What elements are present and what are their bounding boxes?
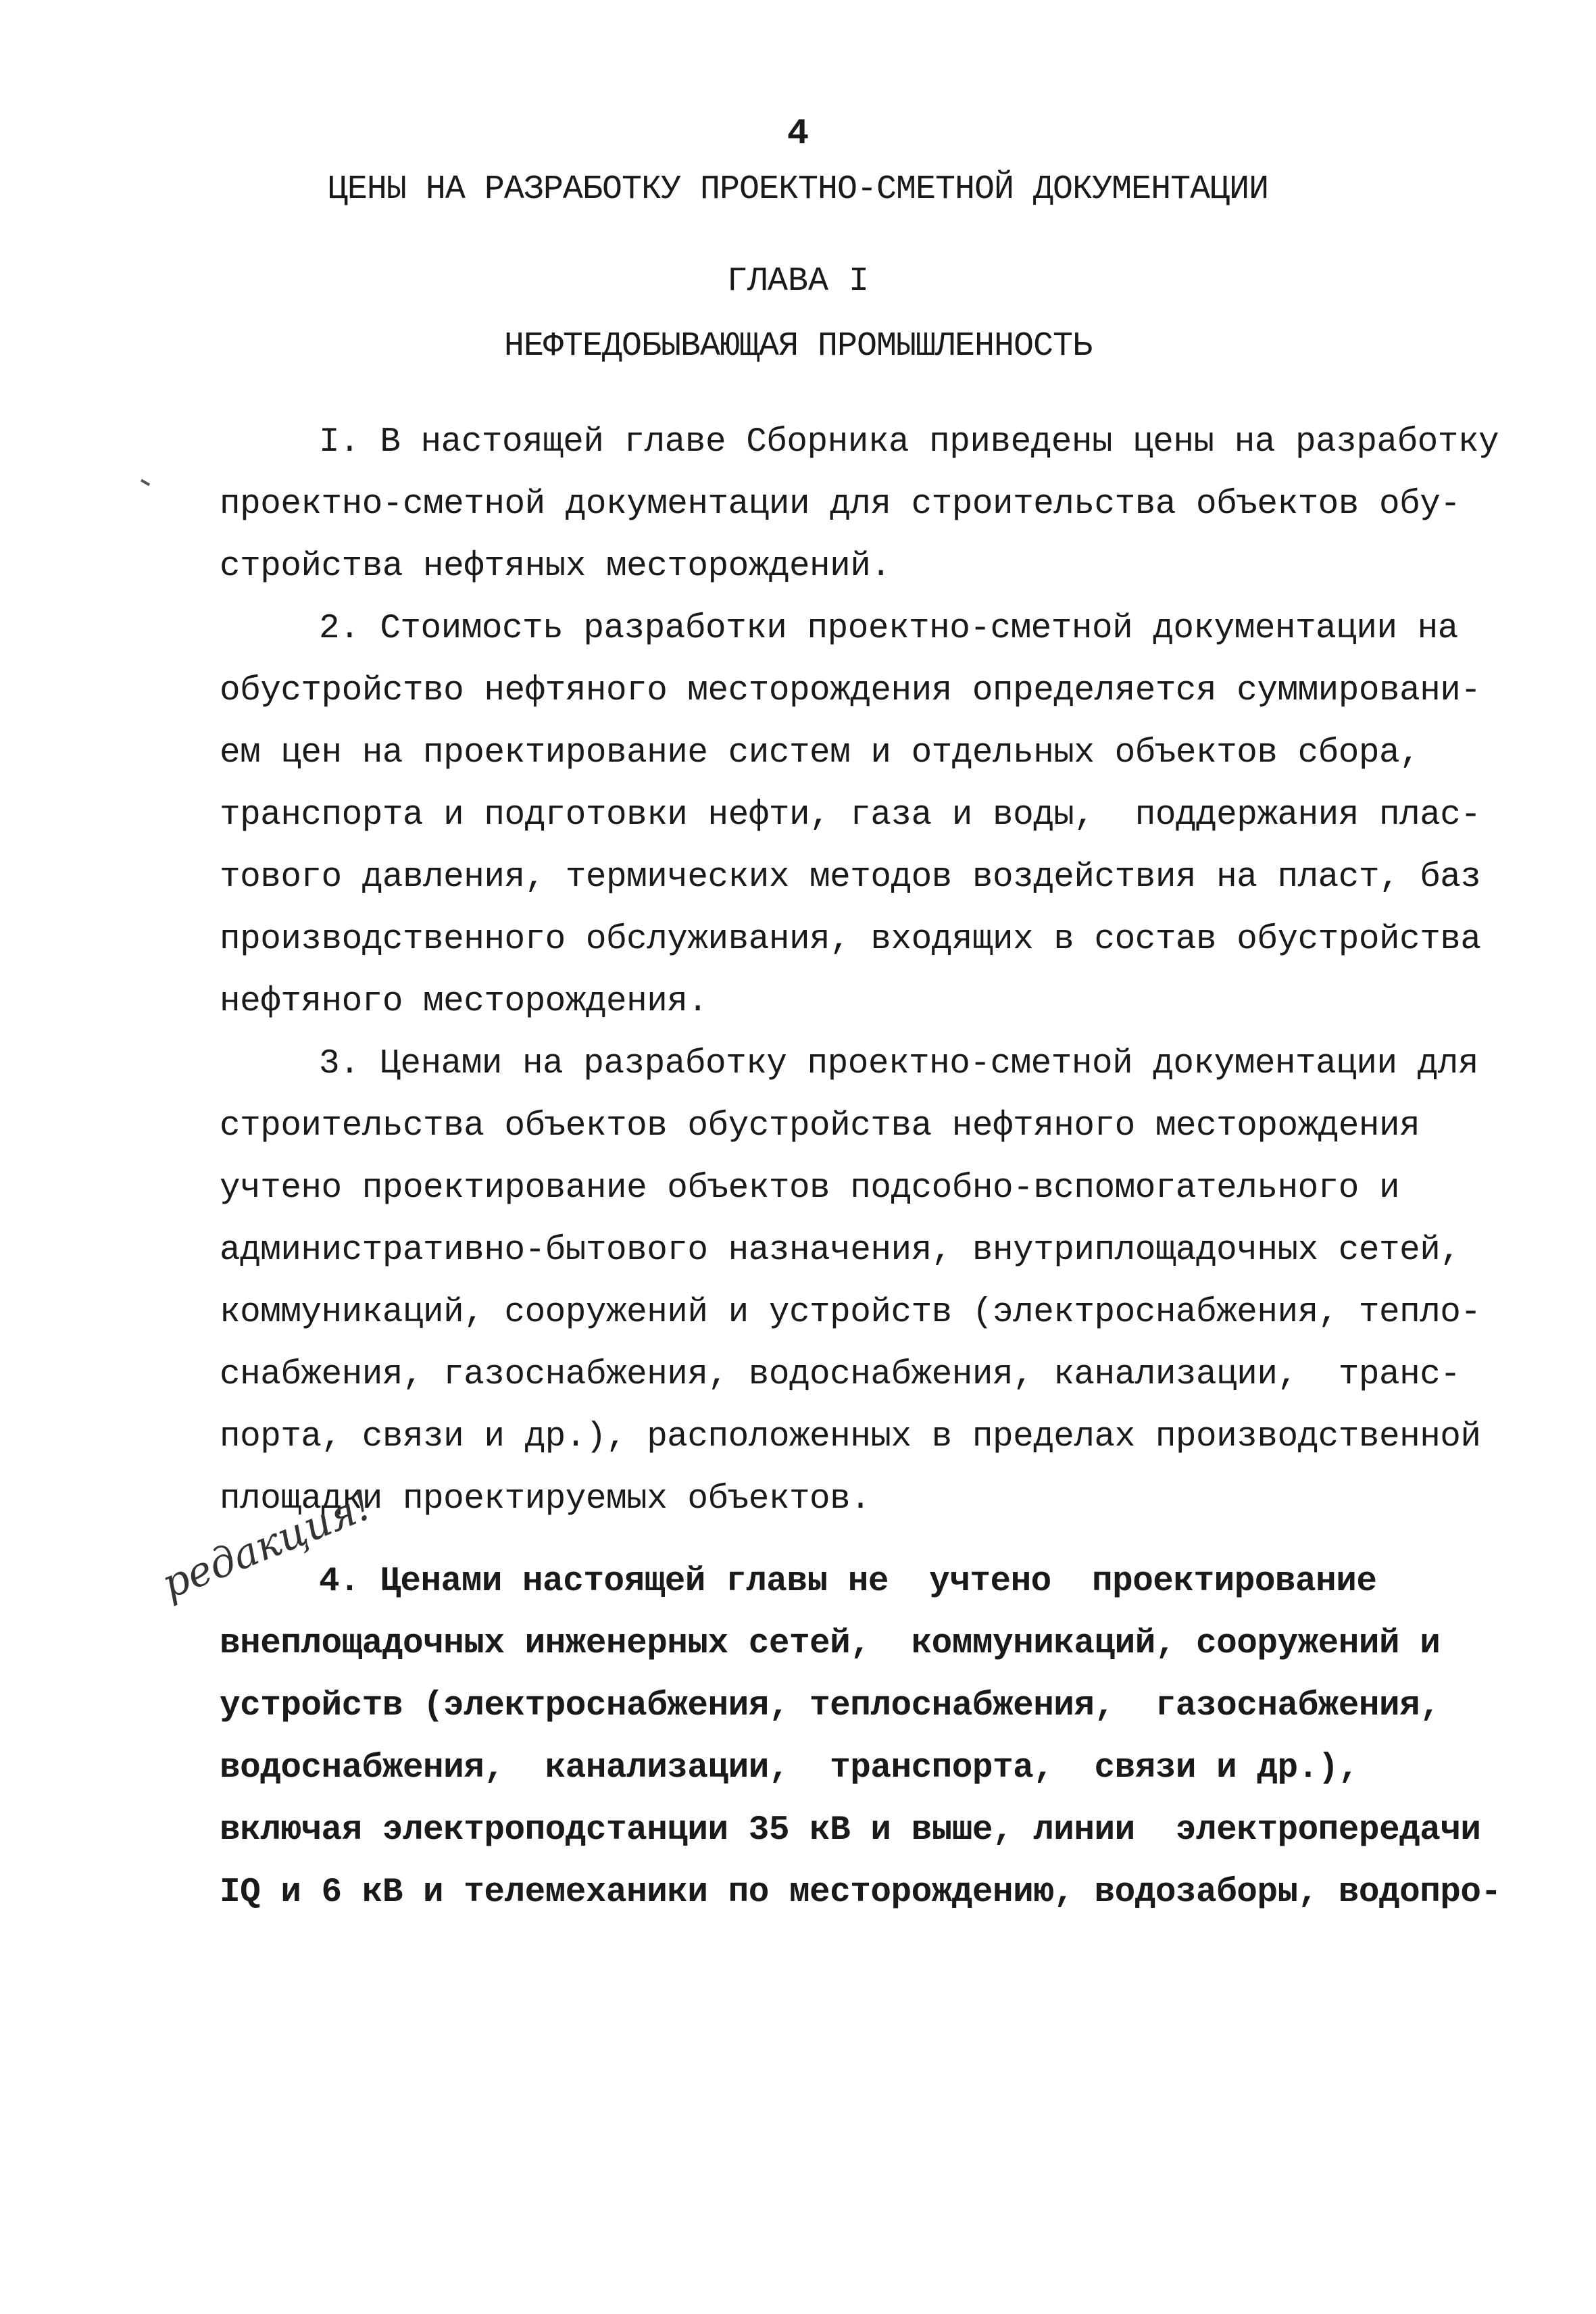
paragraph-3-line-4: административно-бытового назначения, внутриплощадочных сетей, (220, 1231, 1461, 1270)
paragraph-3-line-6: снабжения, газоснабжения, водоснабжения, канализации, транс- (220, 1356, 1461, 1394)
paragraph-4-line-3: устройств (электроснабжения, теплоснабжения, газоснабжения, (220, 1687, 1441, 1725)
chapter-heading: ГЛАВА I (726, 262, 870, 301)
paragraph-4-line-4: водоснабжения, канализации, транспорта, связи и др.), (220, 1749, 1359, 1788)
paragraph-2-line-7: нефтяного месторождения. (220, 983, 708, 1021)
section-title: ЦЕНЫ НА РАЗРАБОТКУ ПРОЕКТНО-СМЕТНОЙ ДОКУМЕНТАЦИИ (327, 170, 1269, 209)
paragraph-4-line-5: включая электроподстанции 35 кВ и выше, линии электропередачи (220, 1811, 1481, 1850)
paragraph-2-line-1: 2. Стоимость разработки проектно-сметной документации на (319, 610, 1458, 648)
paragraph-3-line-3: учтено проектирование объектов подсобно-вспомогательного и (220, 1169, 1400, 1208)
paragraph-3-line-8: площадки проектируемых объектов. (220, 1480, 871, 1519)
paragraph-2-line-3: ем цен на проектирование систем и отдельных объектов сбора, (220, 734, 1420, 772)
margin-tick-mark (141, 479, 150, 486)
paragraph-3-line-7: порта, связи и др.), расположенных в пределах производственной (220, 1418, 1481, 1456)
paragraph-2-line-4: транспорта и подготовки нефти, газа и воды, поддержания плас- (220, 796, 1481, 835)
paragraph-2-line-5: тового давления, термических методов воздействия на пласт, баз (220, 858, 1481, 897)
paragraph-4-line-6: IQ и 6 кВ и телемеханики по месторождению, водозаборы, водопро- (220, 1873, 1501, 1912)
paragraph-1-line-1: I. В настоящей главе Сборника приведены цены на разработку (319, 423, 1499, 462)
paragraph-3-line-1: 3. Ценами на разработку проектно-сметной документации для (319, 1045, 1478, 1083)
paragraph-1-line-2: проектно-сметной документации для строительства объектов обу- (220, 485, 1461, 524)
handwritten-margin-note: редакция! (155, 1481, 379, 1608)
paragraph-4-line-2: внеплощадочных инженерных сетей, коммуникаций, сооружений и (220, 1625, 1441, 1663)
page-number: 4 (787, 114, 809, 155)
chapter-subtitle: НЕФТЕДОБЫВАЮЩАЯ ПРОМЫШЛЕННОСТЬ (503, 327, 1093, 366)
paragraph-1-line-3: стройства нефтяных месторождений. (220, 547, 891, 586)
paragraph-4-line-1: 4. Ценами настоящей главы не учтено проектирование (319, 1562, 1377, 1601)
paragraph-3-line-5: коммуникаций, сооружений и устройств (электроснабжения, тепло- (220, 1294, 1481, 1332)
paragraph-3-line-2: строительства объектов обустройства нефтяного месторождения (220, 1107, 1420, 1146)
paragraph-2-line-6: производственного обслуживания, входящих в состав обустройства (220, 920, 1481, 959)
paragraph-2-line-2: обустройство нефтяного месторождения определяется суммировани- (220, 672, 1481, 710)
